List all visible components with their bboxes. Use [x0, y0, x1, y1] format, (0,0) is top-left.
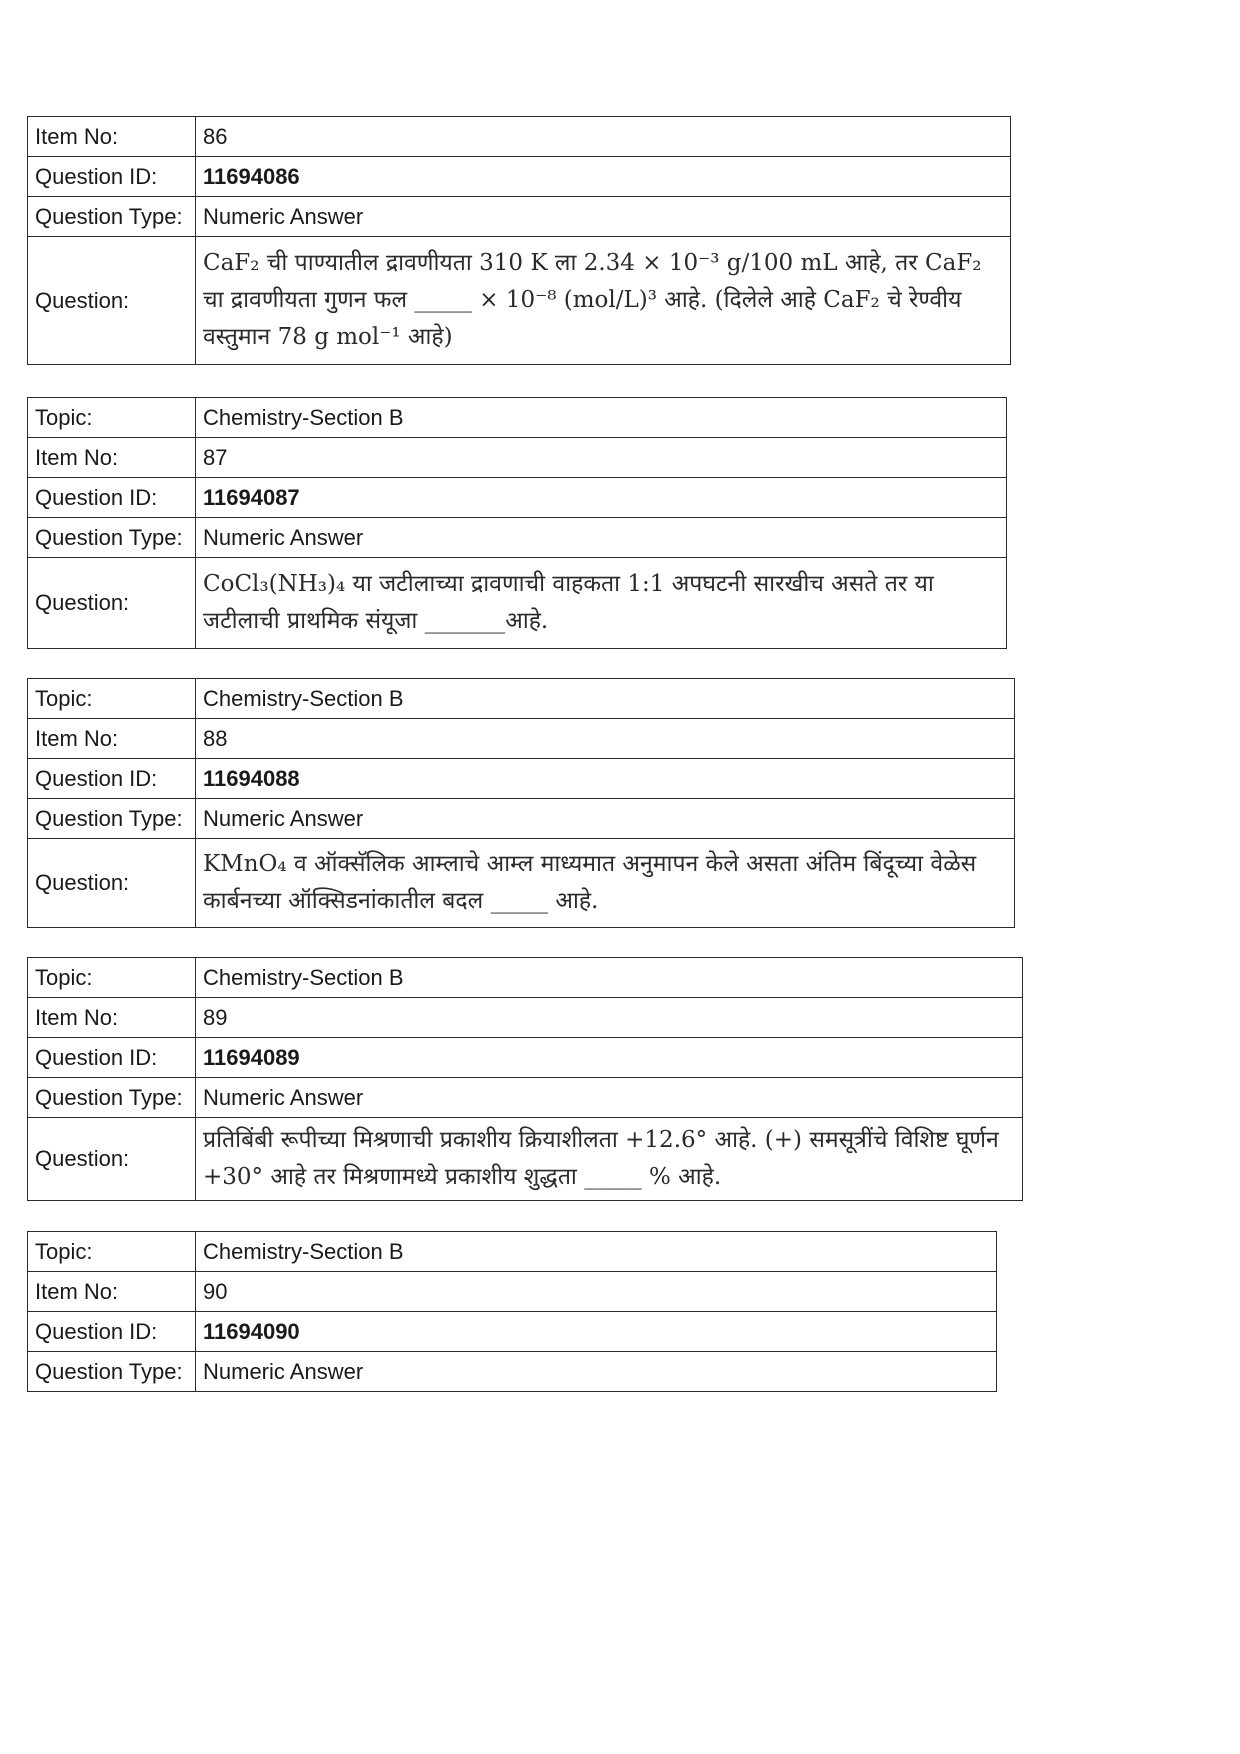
question-type-value: Numeric Answer	[196, 799, 1015, 839]
topic-value: Chemistry-Section B	[196, 958, 1023, 998]
topic-label: Topic:	[28, 958, 196, 998]
question-type-row	[28, 1078, 1023, 1118]
question-id-row	[28, 478, 1007, 518]
item-no-label: Item No:	[28, 117, 196, 157]
item-no-label: Item No:	[28, 719, 196, 759]
item-no-row	[28, 719, 1015, 759]
item-no-row	[28, 117, 1011, 157]
question-text: KMnO₄ व ऑक्सॅलिक आम्लाचे आम्ल माध्यमात अनुमापन केले असता अंतिम बिंदूच्या वेळेस कार्बनच्या ऑक्सिडनांकातील बदल _____ आहे.	[196, 839, 1015, 928]
item-no-label: Item No:	[28, 1272, 196, 1312]
question-id-label: Question ID:	[28, 1312, 196, 1352]
question-block-90	[27, 1231, 997, 1392]
question-text: CoCl₃(NH₃)₄ या जटीलाच्या द्रावणाची वाहकता 1:1 अपघटनी सारखीच असते तर या जटीलाची प्राथमिक संयूजा _______आहे.	[196, 558, 1007, 649]
question-text: CaF₂ ची पाण्यातील द्रावणीयता 310 K ला 2.34 × 10⁻³ g/100 mL आहे, तर CaF₂ चा द्रावणीयता गुणन फल _____ × 10⁻⁸ (mol/L)³ आहे. (दिलेले आहे CaF₂ चे रेण्वीय वस्तुमान 78 g mol⁻¹ आहे)	[196, 237, 1011, 365]
question-block-89	[27, 957, 1023, 1201]
item-no-row	[28, 1272, 997, 1312]
question-id-value: 11694087	[196, 478, 1007, 518]
item-no-value: 86	[196, 117, 1011, 157]
topic-row	[28, 679, 1015, 719]
question-block-87	[27, 397, 1007, 649]
question-type-value: Numeric Answer	[196, 197, 1011, 237]
question-type-value: Numeric Answer	[196, 1352, 997, 1392]
question-id-value: 11694086	[196, 157, 1011, 197]
question-type-row	[28, 799, 1015, 839]
question-type-value: Numeric Answer	[196, 518, 1007, 558]
question-type-label: Question Type:	[28, 799, 196, 839]
question-row	[28, 237, 1011, 365]
question-row	[28, 839, 1015, 928]
topic-label: Topic:	[28, 679, 196, 719]
topic-value: Chemistry-Section B	[196, 1232, 997, 1272]
question-block-88	[27, 678, 1015, 928]
question-id-row	[28, 1312, 997, 1352]
question-id-label: Question ID:	[28, 759, 196, 799]
question-id-row	[28, 157, 1011, 197]
question-block-86	[27, 116, 1011, 365]
question-row	[28, 558, 1007, 649]
question-label: Question:	[28, 839, 196, 928]
topic-value: Chemistry-Section B	[196, 679, 1015, 719]
item-no-label: Item No:	[28, 438, 196, 478]
topic-label: Topic:	[28, 398, 196, 438]
item-no-value: 90	[196, 1272, 997, 1312]
question-id-row	[28, 759, 1015, 799]
question-type-row	[28, 518, 1007, 558]
question-id-label: Question ID:	[28, 157, 196, 197]
topic-value: Chemistry-Section B	[196, 398, 1007, 438]
item-no-value: 87	[196, 438, 1007, 478]
question-row	[28, 1118, 1023, 1201]
question-type-row	[28, 1352, 997, 1392]
question-type-label: Question Type:	[28, 518, 196, 558]
question-label: Question:	[28, 237, 196, 365]
question-type-value: Numeric Answer	[196, 1078, 1023, 1118]
question-id-value: 11694090	[196, 1312, 997, 1352]
question-id-row	[28, 1038, 1023, 1078]
item-no-value: 89	[196, 998, 1023, 1038]
item-no-label: Item No:	[28, 998, 196, 1038]
question-type-label: Question Type:	[28, 197, 196, 237]
topic-row	[28, 1232, 997, 1272]
item-no-row	[28, 438, 1007, 478]
question-id-value: 11694088	[196, 759, 1015, 799]
question-id-label: Question ID:	[28, 1038, 196, 1078]
topic-row	[28, 398, 1007, 438]
question-label: Question:	[28, 558, 196, 649]
question-type-label: Question Type:	[28, 1078, 196, 1118]
topic-label: Topic:	[28, 1232, 196, 1272]
topic-row	[28, 958, 1023, 998]
item-no-value: 88	[196, 719, 1015, 759]
question-text: प्रतिबिंबी रूपीच्या मिश्रणाची प्रकाशीय क्रियाशीलता +12.6° आहे. (+) समसूत्रींचे विशिष्ट घूर्णन +30° आहे तर मिश्रणामध्ये प्रकाशीय शुद्धता _____ % आहे.	[196, 1118, 1023, 1201]
item-no-row	[28, 998, 1023, 1038]
question-label: Question:	[28, 1118, 196, 1201]
question-id-label: Question ID:	[28, 478, 196, 518]
question-type-row	[28, 197, 1011, 237]
question-id-value: 11694089	[196, 1038, 1023, 1078]
question-type-label: Question Type:	[28, 1352, 196, 1392]
